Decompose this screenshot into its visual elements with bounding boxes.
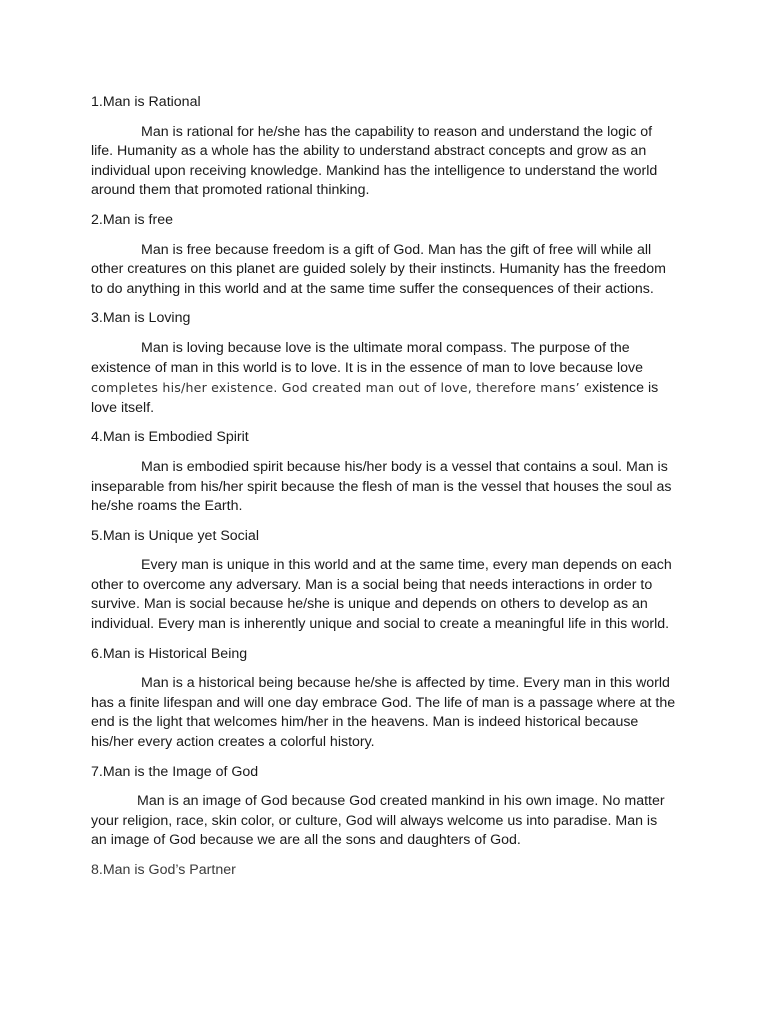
paragraph-text-alt-font: completes his/her existence. God created man out of love, therefore mans’ e bbox=[91, 380, 592, 396]
section-paragraph: Every man is unique in this world and at the same time, every man depends on each other to overcome any adversary. Man is a social being that needs interactions in order to survive. Man is social because he/she is unique and depends on others to develop as an individual. Every man is inherently unique and social to create a meaningful life in this world. bbox=[91, 557, 672, 633]
paragraph-text: xistence is love itself. bbox=[91, 380, 659, 416]
paragraph-text: Man is loving because love is the ultimate moral compass. The purpose of the existence of man in this world is to love. It is in the essence of man to love because love bbox=[91, 339, 644, 376]
section-heading: 3.Man is Loving bbox=[91, 310, 191, 327]
section-paragraph: Man is free because freedom is a gift of God. Man has the gift of free will while all other creatures on this planet are guided solely by their instincts. Humanity has the freedom to do anything in this world and at the same time suffer the consequences of their actions. bbox=[91, 241, 666, 297]
document-body bbox=[91, 93, 676, 891]
section-paragraph: Man is rational for he/she has the capability to reason and understand the logic of life. Humanity as a whole has the ability to understand abstract concepts and grow as an individual upon receiving knowledge. Mankind has the intelligence to understand the world around them that promoted rational thinking. bbox=[91, 123, 658, 199]
section-heading: 5.Man is Unique yet Social bbox=[91, 527, 259, 544]
section-paragraph bbox=[91, 339, 676, 418]
section-heading: 7.Man is the Image of God bbox=[91, 763, 259, 780]
section-paragraph: Man is embodied spirit because his/her body is a vessel that contains a soul. Man is inseparable from his/her spirit because the flesh of man is the vessel that houses the soul as he/she roams the Earth. bbox=[91, 458, 672, 515]
section-heading: 1.Man is Rational bbox=[91, 94, 201, 110]
section-heading: 6.Man is Historical Being bbox=[91, 645, 248, 662]
section-paragraph: Man is a historical being because he/she is affected by time. Every man in this world has a finite lifespan and will one day embrace God. The life of man is a passage where at the end is the light that welcomes him/her in the heavens. Man is indeed historical because his/her every action creates a colorful history. bbox=[91, 675, 676, 751]
section-heading: 8.Man is God’s Partner bbox=[91, 862, 236, 878]
section-heading: 4.Man is Embodied Spirit bbox=[91, 429, 249, 446]
section-heading: 2.Man is free bbox=[91, 211, 174, 228]
section-paragraph: Man is an image of God because God created mankind in his own image. No matter your religion, race, skin color, or culture, God will always welcome us into paradise. Man is an image of God because we are all the sons and daughters of God. bbox=[91, 793, 665, 849]
